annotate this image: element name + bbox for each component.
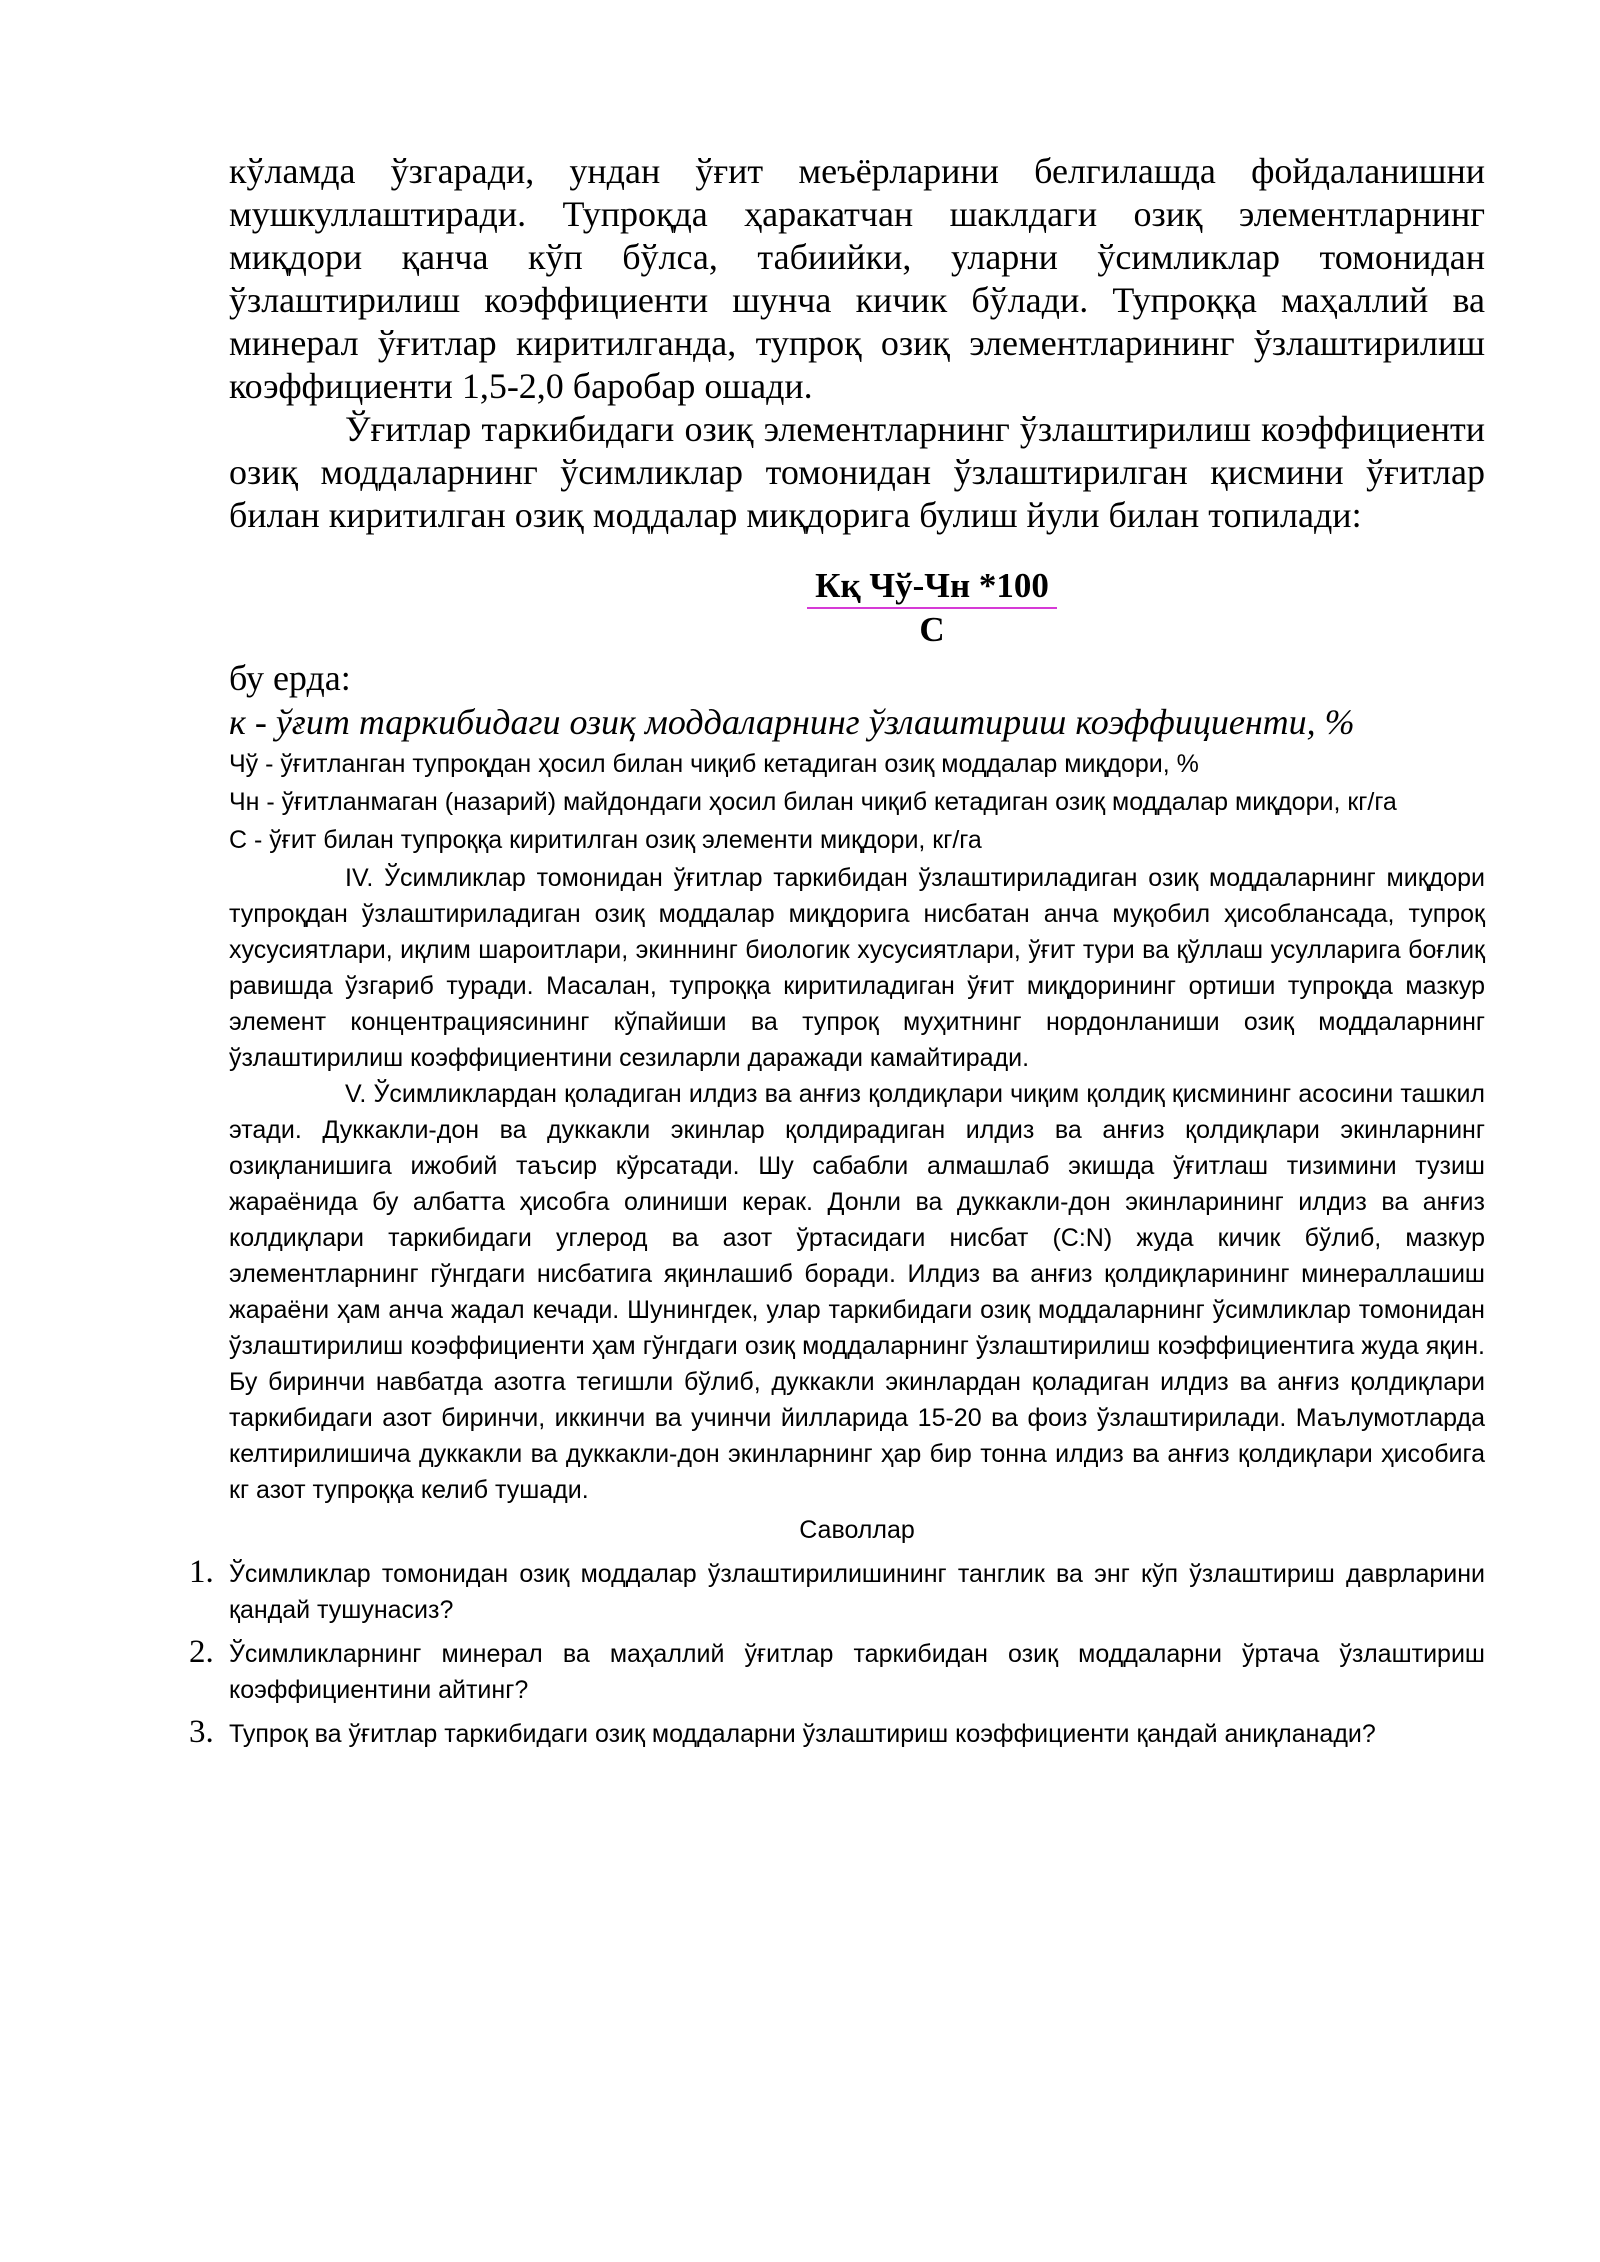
formula <box>229 565 1485 651</box>
question-item <box>189 1554 1485 1628</box>
question-text: Ўсимликлар томонидан озиқ моддалар ўзлаштирилишининг танглик ва энг кўп ўзлаштириш даврларини қандай тушунасиз? <box>229 1560 1485 1624</box>
definition-c: С - ўғит билан тупроққа киритилган озиқ элементи миқдори, кг/га <box>229 826 982 854</box>
question-number: 1. <box>189 1554 214 1590</box>
questions-list <box>189 1554 1485 1752</box>
question-text: Тупроқ ва ўғитлар таркибидаги озиқ моддаларни ўзлаштириш коэффициенти қандай аниқланади? <box>229 1720 1376 1748</box>
definition-k: к - ўғит таркибидаги озиқ моддаларнинг ўзлаштириш коэффициенти, % <box>229 702 1355 742</box>
definition-chn: Чн - ўғитланмаган (назарий) майдондаги ҳосил билан чиқиб кетадиган озиқ моддалар миқдори, кг/га <box>229 788 1397 816</box>
question-number: 3. <box>189 1714 214 1750</box>
definition-chu: Чў - ўғитланган тупроқдан ҳосил билан чиқиб кетадиган озиқ моддалар миқдори, % <box>229 750 1199 778</box>
question-item <box>189 1634 1485 1708</box>
question-number: 2. <box>189 1634 214 1670</box>
paragraph-coefficient: Ўғитлар таркибидаги озиқ элементларнинг ўзлаштирилиш коэффициенти озиқ моддаларнинг ўсимликлар томонидан ўзлаштирилган қисмини ўғитлар билан киритилган озиқ моддалар миқдорига булиш йули билан топилади: <box>229 409 1485 535</box>
formula-denominator: С <box>919 610 945 649</box>
page-content <box>189 150 1485 1760</box>
where-label: бу ерда: <box>229 658 351 698</box>
questions-heading: Саволлар <box>799 1516 915 1544</box>
section-iv: IV. Ўсимликлар томонидан ўғитлар таркибидан ўзлаштириладиган озиқ моддаларнинг миқдори тупроқдан ўзлаштириладиган озиқ моддалар миқдорига нисбатан анча муқобил ҳисоблансада, тупроқ хусусиятлари, иқлим шароитлари, экиннинг биологик хусусиятлари, ўғит тури ва қўллаш усулларига боғлиқ равишда ўзгариб туради. Масалан, тупроққа киритиладиган ўғит миқдорининг ортиши тупроқда мазкур элемент концентрациясининг кўпайиши ва тупроқ муҳитнинг нордонланиши озиқ моддаларнинг ўзлаштирилиш коэффициентини сезиларли даражади камайтиради. <box>229 864 1485 1072</box>
question-item <box>189 1714 1485 1752</box>
formula-numerator: Кқ Чў-Чн *100 <box>807 565 1057 609</box>
paragraph-continued: кўламда ўзгаради, ундан ўғит меъёрларини белгилашда фойдаланишни мушкуллаштиради. Тупроқда ҳаракатчан шаклдаги озиқ элементларнинг миқдори қанча кўп бўлса, табиийки, уларни ўсимликлар томонидан ўзлаштирилиш коэффициенти шунча кичик бўлади. Тупроққа маҳаллий ва минерал ўғитлар киритилганда, тупроқ озиқ элементларининг ўзлаштирилиш коэффициенти 1,5-2,0 баробар ошади. <box>229 151 1485 406</box>
section-v: V. Ўсимликлардан қоладиган илдиз ва анғиз қолдиқлари чиқим қолдиқ қисмининг асосини ташкил этади. Дуккакли-дон ва дуккакли экинлар қолдирадиган илдиз ва анғиз қолдиқлари экинларнинг озиқланишига ижобий таъсир кўрсатади. Шу сабабли алмашлаб экишда ўғитлаш тизимини тузиш жараёнида бу албатта ҳисобга олиниши керак. Донли ва дуккакли-дон экинларининг илдиз ва анғиз колдиқлари таркибидаги углерод ва азот ўртасидаги нисбат (C:N) жуда кичик бўлиб, мазкур элементларнинг гўнгдаги нисбатига яқинлашиб боради. Илдиз ва анғиз қолдиқларининг минераллашиш жараёни ҳам анча жадал кечади. Шунингдек, улар таркибидаги озиқ моддаларнинг ўсимликлар томонидан ўзлаштирилиш коэффициенти ҳам гўнгдаги озиқ моддаларнинг ўзлаштирилиш коэффициентига жуда яқин. Бу биринчи навбатда азотга тегишли бўлиб, дуккакли экинлардан қоладиган илдиз ва анғиз қолдиқлари таркибидаги азот биринчи, иккинчи ва учинчи йилларида 15-20 ва фоиз ўзлаштирилади. Маълумотларда келтирилишича дуккакли ва дуккакли-дон экинларнинг ҳар бир тонна илдиз ва анғиз қолдиқлари ҳисобига кг азот тупроққа келиб тушади. <box>229 1080 1485 1504</box>
question-text: Ўсимликларнинг минерал ва маҳаллий ўғитлар таркибидан озиқ моддаларни ўртача ўзлаштириш коэффициентини айтинг? <box>229 1640 1485 1704</box>
